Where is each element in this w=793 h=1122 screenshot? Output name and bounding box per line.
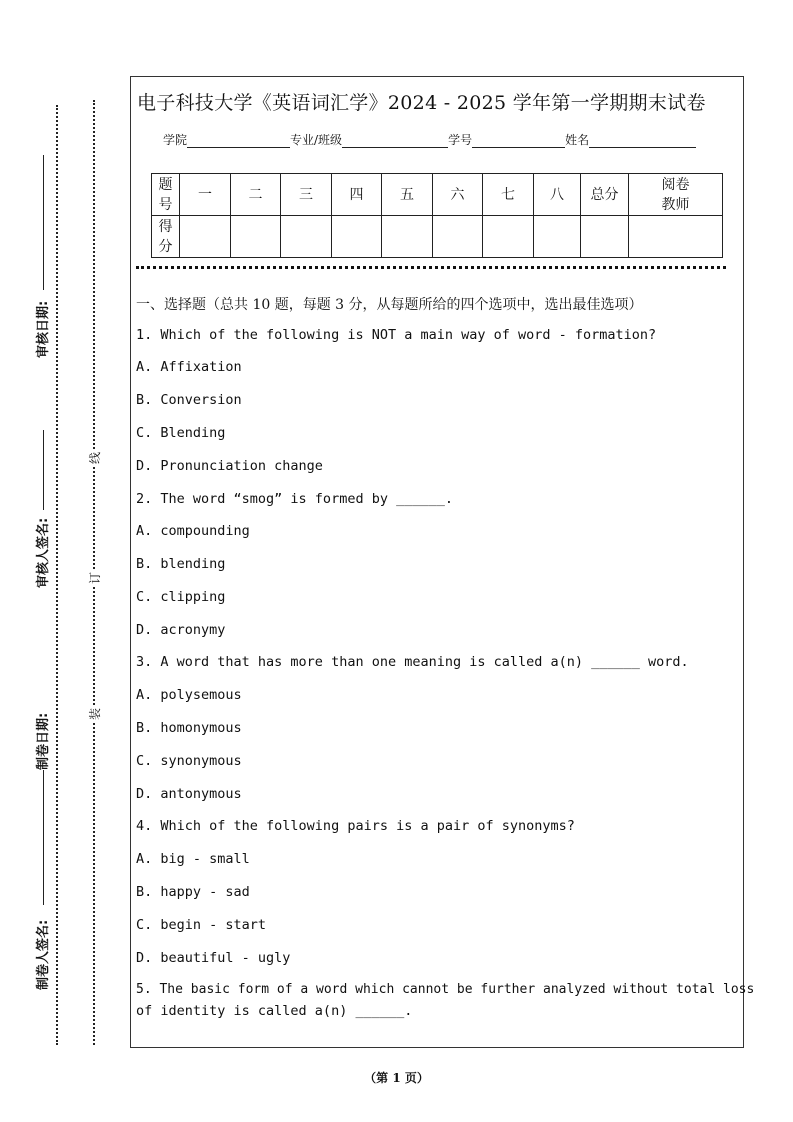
score-cell-total[interactable]	[581, 216, 629, 258]
student-id-label: 学号	[448, 133, 473, 147]
page-number: （第 1 页）	[364, 1071, 429, 1085]
option-4d: D. beautiful - ugly	[136, 950, 291, 966]
option-1d: D. Pronunciation change	[136, 458, 323, 474]
option-4b: B. happy - sad	[136, 884, 250, 900]
question-1: 1. Which of the following is NOT a main way of word - formation?	[136, 327, 657, 343]
col-5: 五	[382, 174, 433, 216]
compile-date-label: 制卷日期:	[36, 712, 51, 770]
option-3c: C. synonymous	[136, 753, 242, 769]
option-2b: B. blending	[136, 556, 226, 572]
reviewer-label	[629, 174, 723, 216]
separator-dotted-line	[136, 266, 726, 269]
col-4: 四	[332, 174, 382, 216]
col-7: 七	[483, 174, 534, 216]
score-table-header-row	[152, 174, 723, 216]
col-2: 二	[231, 174, 281, 216]
binding-mark-staple: 订	[88, 571, 102, 584]
label-char: 得	[158, 218, 173, 235]
reviewer-cell[interactable]	[629, 216, 723, 258]
option-4c: C. begin - start	[136, 917, 267, 933]
name-label: 姓名	[565, 133, 590, 147]
score-table	[151, 173, 723, 258]
option-4a: A. big - small	[136, 851, 250, 867]
binding-mark-line: 线	[88, 451, 102, 464]
label-line: 阅卷	[661, 176, 690, 193]
compile-date-line	[43, 770, 44, 880]
question-5: 5. The basic form of a word which cannot be further analyzed without total loss	[136, 982, 755, 997]
score-cell[interactable]	[180, 216, 231, 258]
label-char: 分	[158, 238, 173, 255]
compiler-signature-line	[43, 880, 44, 905]
student-info-row	[163, 131, 696, 148]
question-3: 3. A word that has more than one meaning is called a(n) ______ word.	[136, 654, 689, 670]
question-2: 2. The word “smog” is formed by ______.	[136, 491, 453, 507]
score-cell[interactable]	[534, 216, 581, 258]
col-6: 六	[433, 174, 483, 216]
reviewer-signature-label: 审核人签名:	[36, 517, 51, 588]
option-3a: A. polysemous	[136, 687, 242, 703]
option-1b: B. Conversion	[136, 392, 242, 408]
college-field[interactable]	[187, 133, 290, 148]
major-label: 专业/班级	[290, 133, 343, 147]
review-date-line	[43, 155, 44, 290]
option-1c: C. Blending	[136, 425, 226, 441]
major-field[interactable]	[342, 133, 448, 148]
score-cell[interactable]	[231, 216, 281, 258]
col-8: 八	[534, 174, 581, 216]
col-total: 总分	[581, 174, 629, 216]
option-1a: A. Affixation	[136, 359, 242, 375]
score-cell[interactable]	[332, 216, 382, 258]
question-number-label	[152, 174, 180, 216]
score-table-score-row	[152, 216, 723, 258]
label-char: 题	[158, 176, 173, 193]
score-cell[interactable]	[382, 216, 433, 258]
compiler-signature-label: 制卷人签名:	[36, 919, 51, 990]
col-1: 一	[180, 174, 231, 216]
option-3d: D. antonymous	[136, 786, 242, 802]
review-date-label: 审核日期:	[36, 300, 51, 358]
college-label: 学院	[163, 133, 188, 147]
question-5-cont: of identity is called a(n) ______.	[136, 1003, 413, 1019]
option-3b: B. homonymous	[136, 720, 242, 736]
reviewer-signature-line	[43, 430, 44, 510]
option-2a: A. compounding	[136, 523, 250, 539]
question-4: 4. Which of the following pairs is a pair of synonyms?	[136, 818, 575, 834]
option-2c: C. clipping	[136, 589, 226, 605]
label-char: 号	[158, 196, 173, 213]
label-line: 教师	[661, 196, 690, 213]
score-cell[interactable]	[483, 216, 534, 258]
option-2d: D. acronymy	[136, 622, 226, 638]
name-field[interactable]	[589, 133, 696, 148]
binding-mark-bind: 装	[88, 707, 102, 720]
col-3: 三	[281, 174, 332, 216]
binding-dotted-line-outer	[56, 105, 58, 1045]
score-label	[152, 216, 180, 258]
student-id-field[interactable]	[472, 133, 565, 148]
section-heading: 一、选择题（总共 10 题，每题 3 分，从每题所给的四个选项中，选出最佳选项）	[136, 297, 643, 313]
exam-title: 电子科技大学《英语词汇学》2024 - 2025 学年第一学期期末试卷	[137, 92, 706, 114]
score-cell[interactable]	[281, 216, 332, 258]
score-cell[interactable]	[433, 216, 483, 258]
